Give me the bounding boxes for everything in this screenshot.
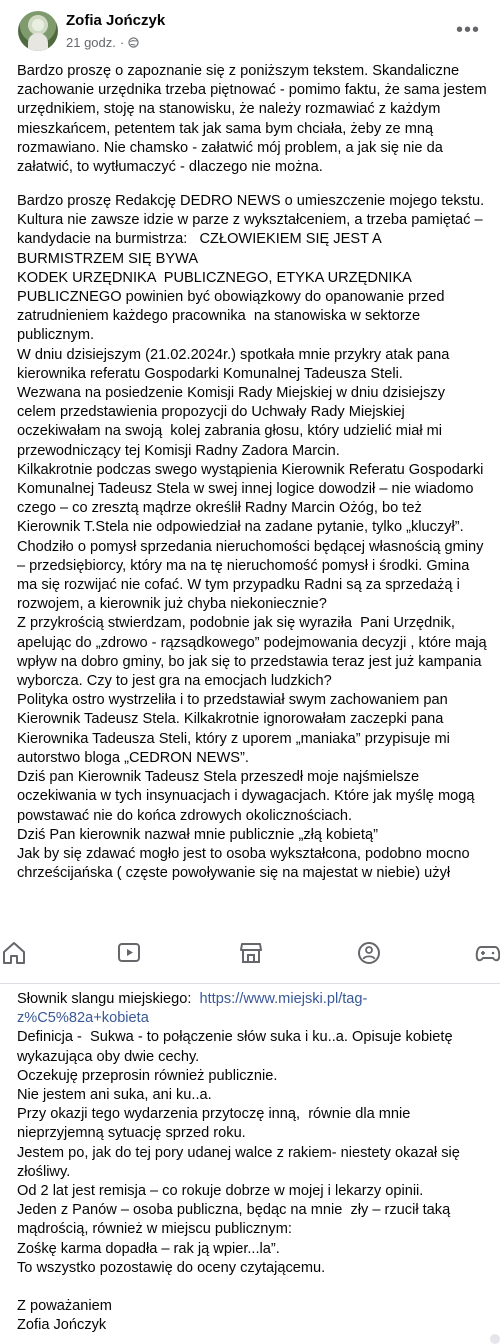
dictionary-label: Słownik slangu miejskiego: [17,991,200,1007]
marketplace-icon [238,940,264,966]
dictionary-link[interactable]: https://www.miejski.pl/tag-z%C5%82a+kobieta [17,991,368,1027]
nav-home[interactable] [0,939,28,967]
video-icon [116,940,142,966]
post-signature: Z poważaniem Zofia Jończyk [17,1298,112,1334]
post-paragraph-2: Bardzo proszę Redakcję DEDRO NEWS o umieszczenie mojego tekstu. Kultura nie zawsze idzie w parze z wykształceniem, a trzeba pamiętać – kandydacie na burmistrza: CZŁOWIEKIEM SIĘ JEST A BURMISTRZEM SIĘ BYWA KODEK URZĘDNIKA PUBLICZNEGO, ETYKA URZĘDNIKA PUBLICZNEGO powinien być obowiązkowy do opanowanie przed zatrudnieniem każdego pracownika na stanowiska w sektorze publicznym. W dniu dzisiejszym (21.02.2024r.) spotkała mnie przykry atak pana kierownika referatu Gospodarki Komunalnej Tadeusza Steli. Wezwana na posiedzenie Komisji Rady Miejskiej w dniu dzisiejszy celem przedstawienia propozycji do Uchwały Rady Miejskiej oczekiwałam na swoją kolej zabrania głosu, który udzielić miał mi przewodniczący tej Komisji Radny Zadora Marcin. Kilkakrotnie podczas swego wystąpienia Kierownik Referatu Gospodarki Komunalnej Tadeusz Stela w swej innej logice dowodził – nie wiadomo czego – co zresztą mądrze określił Radny Marcin Ożóg, bo też Kierownik T.Stela nie odpowiedział na zadane pytanie, tylko „kluczył”. Chodziło o pomysł sprzedania nieruchomości będącej własnością gminy – przedsiębiorcy, który ma na tę nieruchomość pomysł i środki. Gmina ma się rozwijać nie cofać. W tym przypadku Radni są za sprzedażą i rozwojem, a kierownik już chyba niekoniecznie? Z przykrością stwierdzam, podobnie jak się wyraziła Pani Urzędnik, apelując do „zdrowo - rązsądkowego” podejmowania decyzji , które mają wpływ na dobro gminy, bo jak się to przedstawia teraz jest już kampania wyborcza. Czy to jest gra na emocjach ludzkich? Polityka ostro wystrzeliła i to przedstawiał swym zachowaniem pan Kierownik Tadeusz Stela. Kilkakrotnie ignorowałam zaczepki pana Kierownika Tadeusza Steli, który z uporem „maniaka” przypisuje mi autorstwo bloga „CEDRON NEWS”. Dziś pan Kierownik Tadeusz Stela przeszedł moje najśmielsze oczekiwania w tych insynuacjach i dywagacjach. Które jak myślę mogą powstawać nie do końca zdrowych okolicznościach. Dziś Pan kierownik nazwał mnie publicznie „złą kobietą” Jak by się zdawać mogło jest to osoba wykształcona, podobno mocno chrześcijańska ( częste powoływanie się na majestat w niebie) użył [17,193,487,882]
meta-separator: · [119,35,125,50]
post-header [0,0,500,60]
post-paragraph-3 [17,990,487,1278]
nav-gaming[interactable] [474,939,500,967]
post-meta [66,35,139,50]
more-options-icon[interactable]: ••• [456,19,481,41]
post-paragraph-1: Bardzo proszę o zapoznanie się z poniższym tekstem. Skandaliczne zachowanie urzędnika trzeba piętnować - pomimo faktu, że sama jestem urzędnikiem, stoję na stanowisku, że należy rozmawiać z każdym mieszkańcem, petentem tak jak sama bym chciała, żeby ze mną rozmawiano. Nie chamsko - załatwić mój problem, a jak się nie da załatwić, to wytłumaczyć - dlaczego nie można. [17,63,491,176]
scroll-indicator [490,1334,500,1344]
gaming-icon [475,940,500,966]
post-paragraph-3-text: Definicja - Sukwa - to połączenie słów suka i ku..a. Opisuje kobietę wykazująca oby dwie cechy. Oczekuję przeprosin również publicznie. Nie jestem ani suka, ani ku..a. Przy okazji tego wydarzenia przytoczę inną, równie dla mnie nieprzyjemną sytuację sprzed roku. Jestem po, jak do tej pory udanej walce z rakiem- niestety okazał się złośliwy. Od 2 lat jest remisja – co rokuje dobrze w mojej i lekarzy opinii. Jeden z Panów – osoba publiczna, będąc na mnie zły – rzucił taką mądrością, również w miejscu publicznym: Zośkę karma dopadła – rak ją wpier...la”. To wszystko pozostawię do oceny czytającemu. [17,1029,460,1276]
post-time[interactable]: 21 godz. [66,35,116,50]
author-name[interactable]: Zofia Jończyk [66,12,166,29]
nav-groups[interactable] [355,939,383,967]
nav-video[interactable] [115,939,143,967]
home-icon [1,940,27,966]
globe-icon [128,37,139,48]
groups-icon [356,940,382,966]
author-avatar[interactable] [18,11,58,51]
bottom-navigation-bar [0,927,500,984]
nav-marketplace[interactable] [237,939,265,967]
